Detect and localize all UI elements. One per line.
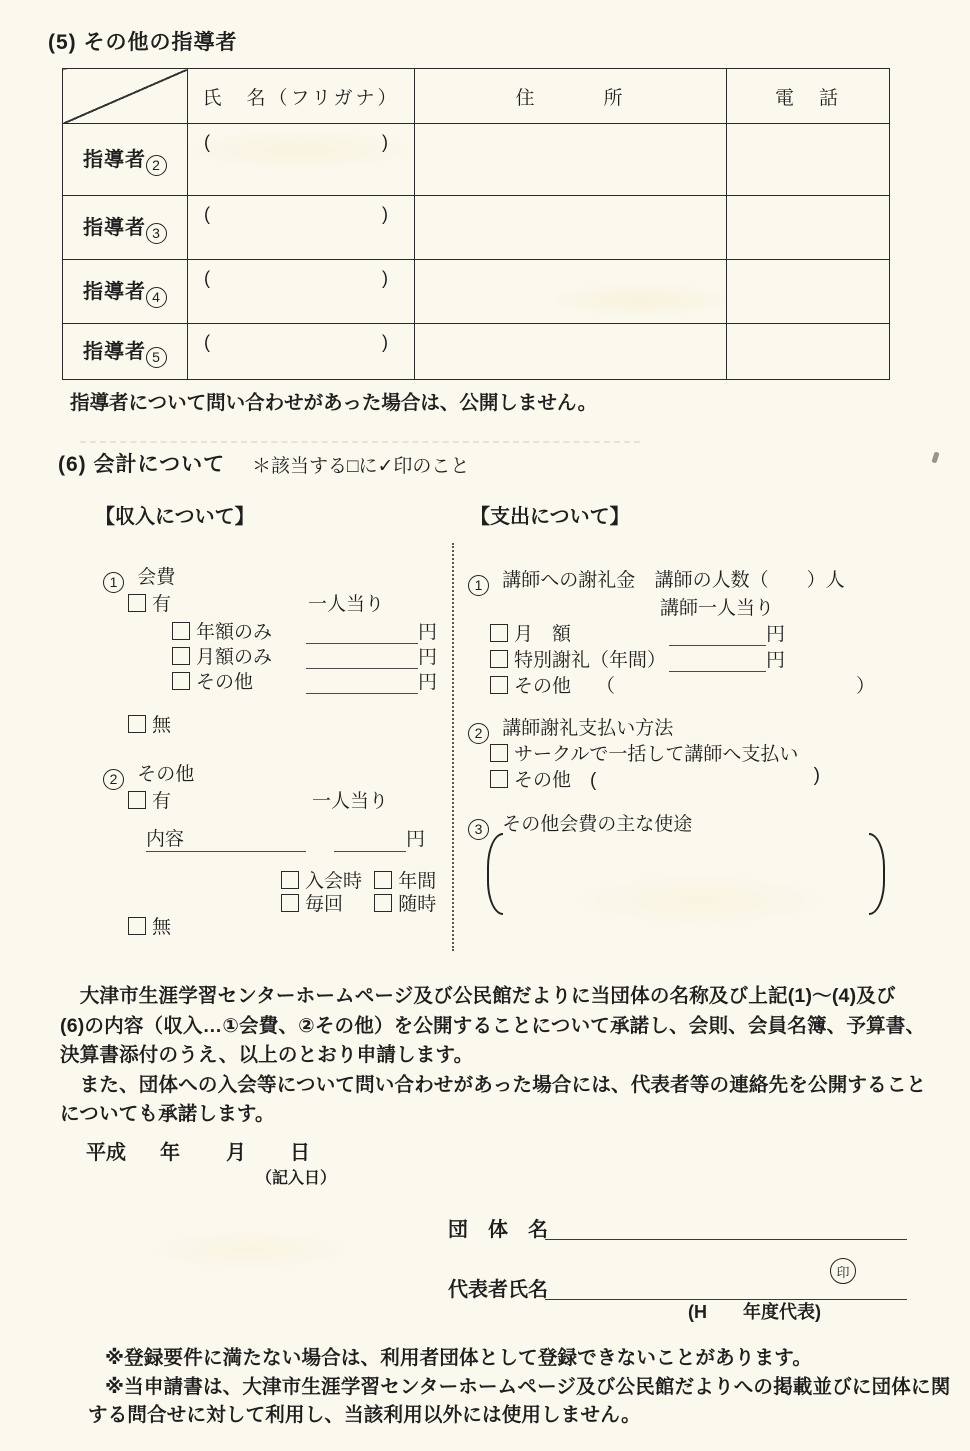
row-label-instructor-5: 指導者 5 [63, 324, 188, 380]
income-fee-option-annual: 年額のみ 円 [172, 617, 437, 644]
checkbox-other-yes[interactable] [128, 791, 146, 809]
income-fee-option-monthly: 月額のみ 円 [172, 642, 437, 669]
consent-line: 大津市生涯学習センターホームページ及び公民館だよりに当団体の名称及び上記(1)～(4)及び [60, 985, 896, 1007]
seal-mark-icon: 印 [830, 1258, 856, 1284]
income-fee-yes: 有 [128, 589, 171, 616]
checkbox-each-time[interactable] [281, 894, 299, 912]
address-cell[interactable] [415, 324, 727, 380]
date-era-label: 平成 [86, 1142, 126, 1164]
income-other-per-person-label: 一人当り [312, 791, 389, 812]
consent-paragraph [60, 982, 955, 1130]
income-other-timing-row1: 入会時 年間 [281, 866, 436, 893]
circled-2-icon: 2 [468, 723, 489, 744]
diagonal-header-cell [63, 69, 188, 124]
consent-line: (6)の内容（収入…①会費、②その他）を公開することについて承諾し、会則、会員名簿、予算書、 [60, 1014, 926, 1037]
date-entry-note: （記入日） [256, 1170, 337, 1187]
checkbox-honorarium-other[interactable] [490, 676, 508, 694]
checkbox-annual[interactable] [374, 871, 392, 889]
checkbox-at-joining[interactable] [281, 871, 299, 889]
amount-line[interactable] [306, 649, 418, 669]
circled-3-icon: 3 [468, 819, 489, 840]
phone-cell[interactable] [727, 196, 890, 260]
expense-honorarium-heading: 1 講師への謝礼金 講師の人数（ ）人 [468, 565, 845, 596]
amount-line[interactable] [306, 674, 418, 694]
phone-cell[interactable] [727, 260, 890, 324]
circled-2-icon: 2 [103, 769, 124, 790]
income-title: 【収入について】 [95, 506, 255, 528]
income-other-no: 無 [128, 912, 171, 939]
row-label-instructor-3: 指導者 3 [63, 196, 188, 260]
usage-answer-area[interactable] [487, 833, 885, 915]
expense-payment-heading: 2 講師謝礼支払い方法 [468, 713, 673, 744]
date-year-label: 年 [160, 1142, 180, 1164]
checkbox-as-needed[interactable] [374, 894, 392, 912]
checkbox-payment-other[interactable] [490, 770, 508, 788]
group-name-label: 団 体 名 [448, 1219, 548, 1241]
checkbox-fee-no[interactable] [128, 715, 146, 733]
amount-line[interactable] [306, 624, 418, 644]
address-cell[interactable] [415, 196, 727, 260]
representative-name-label: 代表者氏名 [448, 1279, 548, 1301]
name-cell[interactable]: ( ) [188, 124, 415, 196]
section6-instruction: ＊該当する□に✓印のこと [252, 456, 470, 477]
expense-per-instructor-label: 講師一人当り [660, 598, 775, 619]
row-label-instructor-4: 指導者 4 [63, 260, 188, 324]
checkbox-monthly-amount[interactable] [490, 624, 508, 642]
name-cell[interactable]: ( ) [188, 196, 415, 260]
section6-heading: (6) 会計について [58, 453, 226, 476]
footer-note: ※当申請書は、大津市生涯学習センターホームページ及び公民館だよりへの掲載並びに団体に関 [105, 1376, 951, 1398]
expense-payment-other: その他 ( ) [490, 765, 820, 792]
expense-option-monthly: 月 額 円 [490, 619, 785, 646]
phone-cell[interactable] [727, 324, 890, 380]
circled-1-icon: 1 [468, 575, 489, 596]
group-name-line[interactable] [545, 1213, 907, 1240]
income-other-heading: 2 その他 [103, 759, 194, 790]
consent-line: また、団体への入会等について問い合わせがあった場合には、代表者等の連絡先を公開すること [60, 1073, 927, 1096]
expense-option-other: その他 （ ） [490, 671, 875, 698]
income-other-timing-row2: 毎回 随時 [281, 889, 436, 916]
income-fee-heading: 1 会費 [103, 562, 175, 593]
checkbox-other-no[interactable] [128, 917, 146, 935]
checkbox-monthly-only[interactable] [172, 647, 190, 665]
instructors-table [62, 68, 890, 380]
income-fee-option-other: その他 円 [172, 667, 437, 694]
expense-title: 【支出について】 [470, 506, 630, 528]
row-label-instructor-2: 指導者 2 [63, 124, 188, 196]
consent-line: についても承諾します。 [60, 1103, 275, 1125]
scan-artifact [931, 451, 939, 463]
col-header-address: 住 所 [415, 69, 727, 124]
expense-payment-option1: サークルで一括して講師へ支払い [490, 739, 798, 766]
representative-year-note: (H 年度代表) [688, 1302, 821, 1322]
consent-line: 決算書添付のうえ、以上のとおり申請します。 [60, 1044, 474, 1066]
income-other-content-row: 内容 円 [146, 824, 425, 852]
footer-note: ※登録要件に満たない場合は、利用者団体として登録できないことがあります。 [105, 1347, 813, 1369]
income-fee-no: 無 [128, 710, 171, 737]
checkbox-fee-other[interactable] [172, 672, 190, 690]
col-header-phone: 電 話 [727, 69, 890, 124]
content-line[interactable]: 内容 [146, 824, 306, 852]
amount-line[interactable] [669, 626, 766, 646]
checkbox-fee-yes[interactable] [128, 594, 146, 612]
table-row [63, 124, 890, 196]
amount-line[interactable] [334, 832, 406, 852]
income-other-yes: 有 [128, 786, 171, 813]
date-day-label: 日 [290, 1142, 310, 1164]
checkbox-annual-only[interactable] [172, 622, 190, 640]
instructors-privacy-note: 指導者について問い合わせがあった場合は、公開しません。 [70, 392, 598, 414]
name-cell[interactable]: ( ) [188, 260, 415, 324]
col-header-name: 氏 名（フリガナ） [188, 69, 415, 124]
big-paren-right-icon [869, 833, 885, 915]
expense-usage-heading: 3 その他会費の主な使途 [468, 809, 692, 840]
amount-line[interactable] [669, 652, 766, 672]
checkbox-lump-sum-payment[interactable] [490, 744, 508, 762]
section5-heading: (5) その他の指導者 [48, 31, 238, 54]
name-cell[interactable]: ( ) [188, 324, 415, 380]
address-cell[interactable] [415, 124, 727, 196]
footer-note: する問合せに対して利用し、当該利用以外には使用しません。 [88, 1404, 641, 1426]
circled-1-icon: 1 [103, 572, 124, 593]
expense-option-special: 特別謝礼（年間） 円 [490, 645, 785, 672]
big-paren-left-icon [487, 833, 503, 915]
checkbox-special-honorarium[interactable] [490, 650, 508, 668]
scan-artifact [80, 441, 640, 446]
column-divider [452, 543, 454, 951]
income-per-person-label: 一人当り [308, 594, 385, 615]
table-row [63, 196, 890, 260]
address-cell[interactable] [415, 260, 727, 324]
table-row [63, 260, 890, 324]
table-row [63, 324, 890, 380]
date-month-label: 月 [226, 1142, 246, 1164]
phone-cell[interactable] [727, 124, 890, 196]
